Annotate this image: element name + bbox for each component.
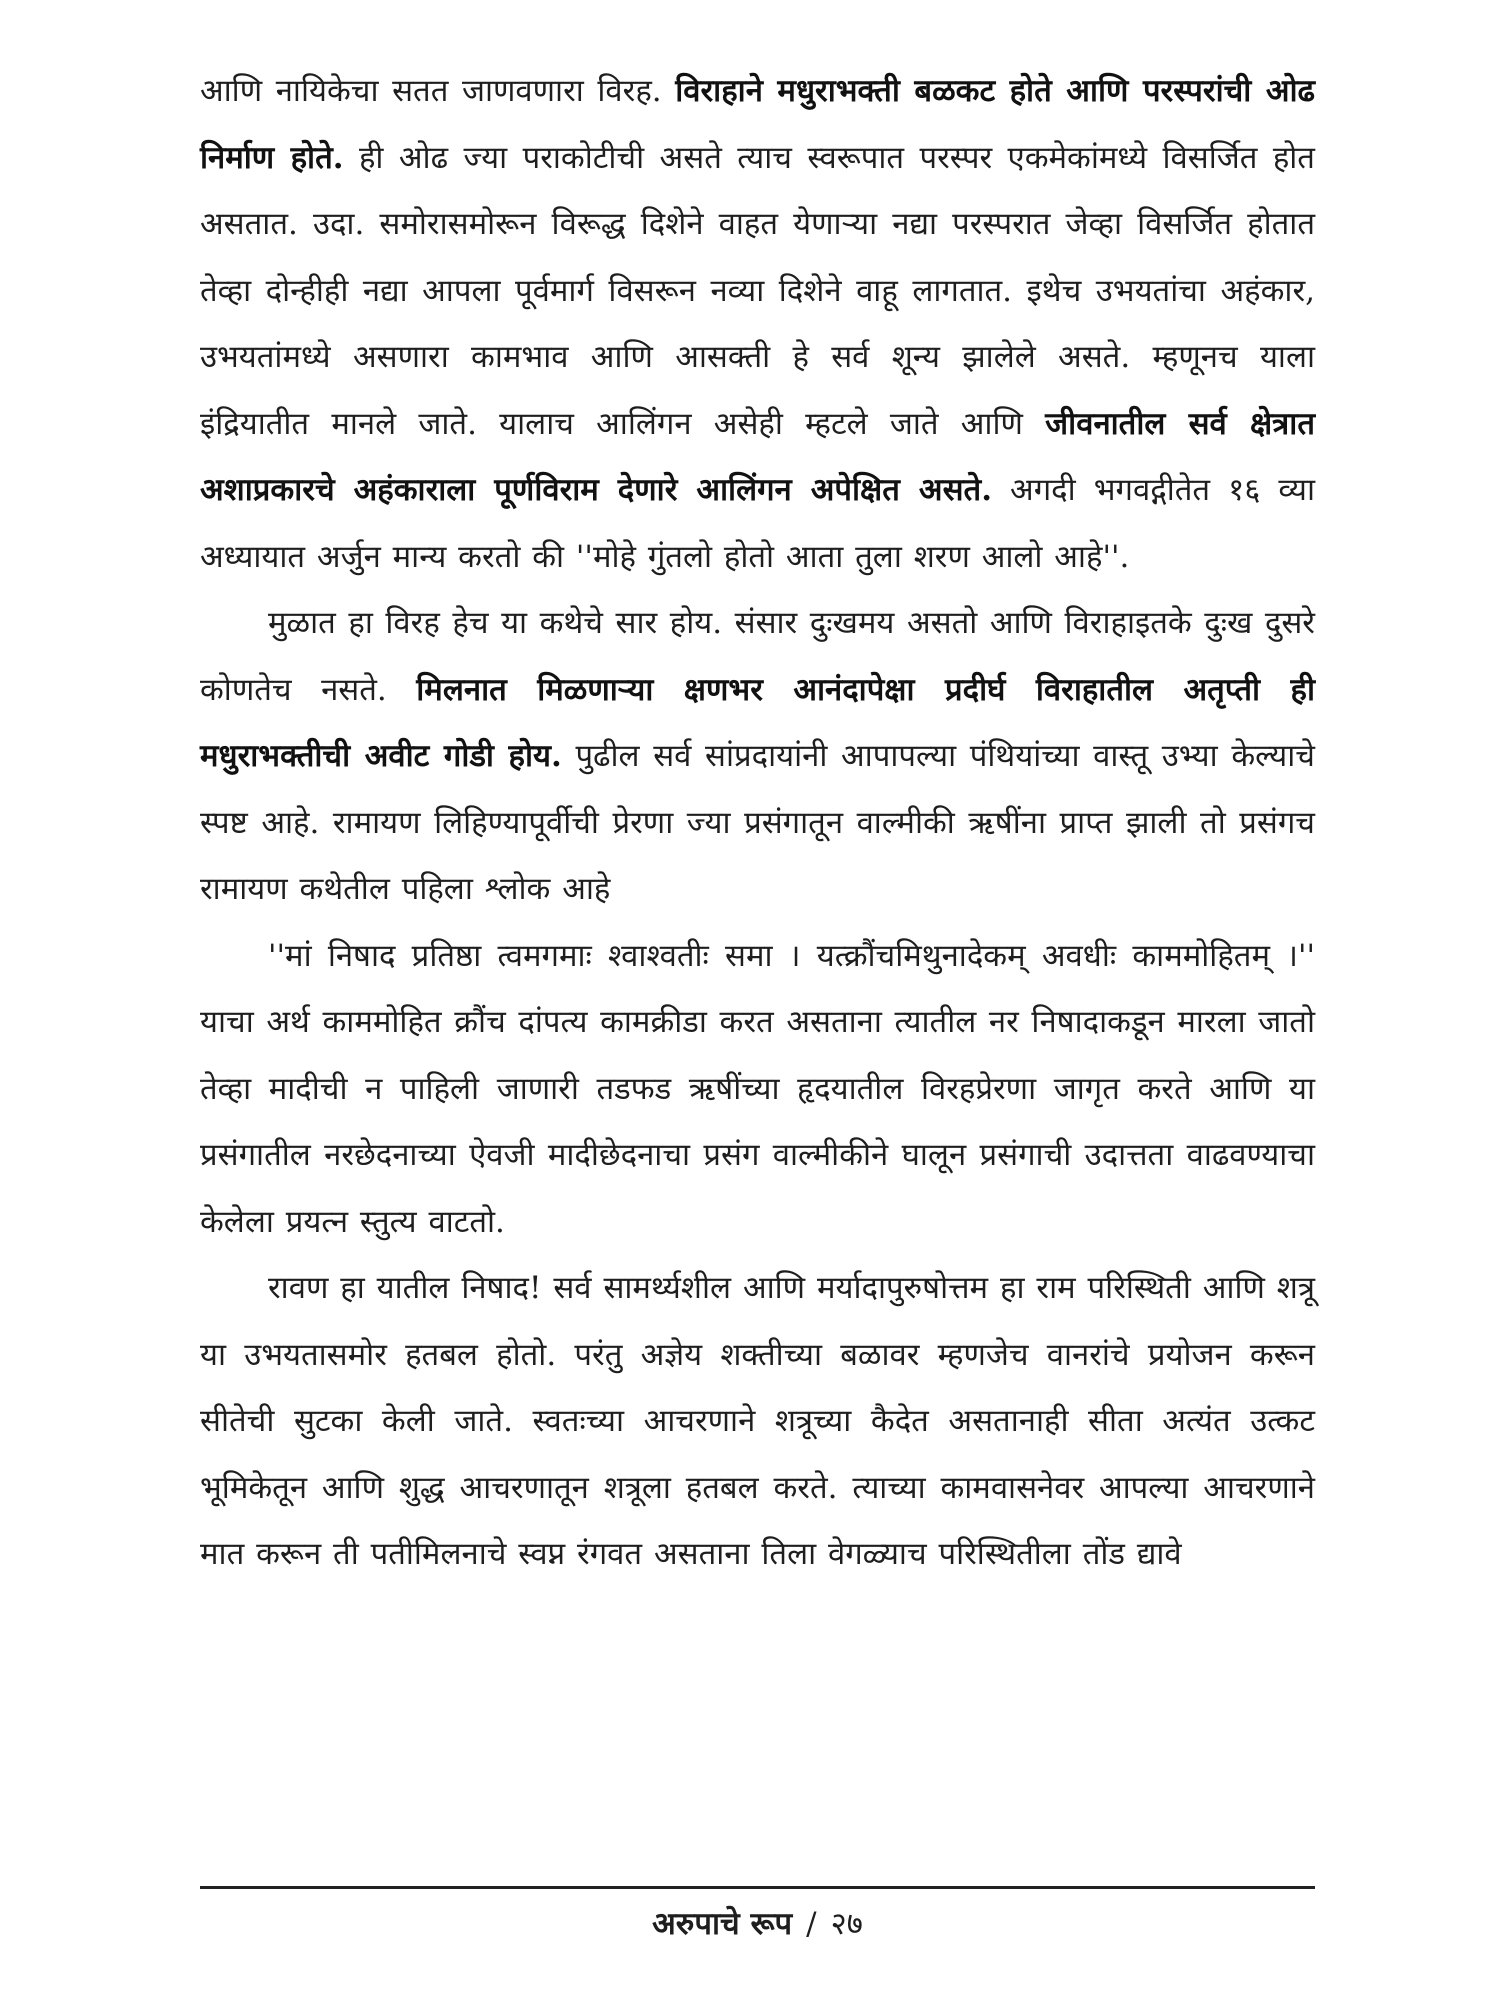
page-footer: [200, 1902, 1315, 1946]
book-title: अरुपाचे रूप: [652, 1906, 793, 1942]
footer-divider: [200, 1886, 1315, 1889]
paragraph-2: [200, 590, 1315, 923]
footer-separator: /: [806, 1906, 817, 1942]
paragraph-1: [200, 58, 1315, 590]
text-segment: ही ओढ ज्या पराकोटीची असते त्याच स्वरूपात परस्पर एकमेकांमध्ये विसर्जित होत असतात. उदा. समोरासमोरून विरूद्ध दिशेने वाहत येणाऱ्या नद्या परस्परात जेव्हा विसर्जित होतात तेव्हा दोन्हीही नद्या आपला पूर्वमार्ग विसरून नव्या दिशेने वाहू लागतात. इथेच उभयतांचा अहंकार, उभयतांमध्ये असणारा कामभाव आणि आसक्ती हे सर्व शून्य झालेले असते. म्हणूनच याला इंद्रियातीत मानले जाते. यालाच आलिंगन असेही म्हटले जाते आणि: [200, 139, 1315, 442]
text-segment: रावण हा यातील निषाद! सर्व सामर्थ्यशील आणि मर्यादापुरुषोत्तम हा राम परिस्थिती आणि शत्रू या उभयतासमोर हतबल होतो. परंतु अज्ञेय शक्तीच्या बळावर म्हणजेच वानरांचे प्रयोजन करून सीतेची सुटका केली जाते. स्वतःच्या आचरणाने शत्रूच्या कैदेत असतानाही सीता अत्यंत उत्कट भूमिकेतून आणि शुद्ध आचरणातून शत्रूला हतबल करते. त्याच्या कामवासनेवर आपल्या आचरणाने मात करून ती पतीमिलनाचे स्वप्न रंगवत असताना तिला वेगळ्याच परिस्थितीला तोंड द्यावे: [200, 1270, 1315, 1572]
text-segment: पुढील सर्व सांप्रदायांनी आपापल्या पंथियांच्या वास्तू उभ्या केल्याचे स्पष्ट आहे. रामायण लिहिण्यापूर्वीची प्रेरणा ज्या प्रसंगातून वाल्मीकी ऋषींना प्राप्त झाली तो प्रसंगच रामायण कथेतील पहिला श्लोक आहे: [200, 738, 1315, 907]
page-number: २७: [830, 1906, 863, 1942]
emphasis-text: मिलनात मिळणाऱ्या क्षणभर आनंदापेक्षा प्रदीर्घ विराहातील अतृप्ती ही मधुराभक्तीची अवीट गोडी होय.: [200, 671, 1316, 774]
emphasis-text: विराहाने मधुराभक्ती बळकट होते आणि परस्परांची ओढ निर्माण होते.: [200, 73, 1316, 176]
text-segment: अगदी भगवद्गीतेत १६ व्या अध्यायात अर्जुन मान्य करतो की ''मोहे गुंतलो होतो आता तुला शरण आलो आहे''.: [200, 472, 1315, 575]
text-segment: ''मां निषाद प्रतिष्ठा त्वमगमाः श्वाश्वतीः समा । यत्क्रौंचमिथुनादेकम् अवधीः काममोहितम् ।'' याचा अर्थ काममोहित क्रौंच दांपत्य कामक्रीडा करत असताना त्यातील नर निषादाकडून मारला जातो तेव्हा मादीची न पाहिली जाणारी तडफड ऋषींच्या हृदयातील विरहप्रेरणा जागृत करते आणि या प्रसंगातील नरछेदनाच्या ऐवजी मादीछेदनाचा प्रसंग वाल्मीकीने घालून प्रसंगाची उदात्तता वाढवण्याचा केलेला प्रयत्न स्तुत्य वाटतो.: [200, 937, 1315, 1240]
page-body: [200, 58, 1315, 1588]
emphasis-text: जीवनातील सर्व क्षेत्रात अशाप्रकारचे अहंकाराला पूर्णविराम देणारे आलिंगन अपेक्षित असते.: [200, 405, 1315, 508]
paragraph-3-shloka: [200, 923, 1315, 1256]
text-segment: आणि नायिकेचा सतत जाणवणारा विरह.: [200, 73, 676, 109]
text-segment: मुळात हा विरह हेच या कथेचे सार होय. संसार दुःखमय असतो आणि विराहाइतके दुःख दुसरे कोणतेच नसते.: [200, 605, 1315, 708]
paragraph-4: [200, 1255, 1315, 1588]
